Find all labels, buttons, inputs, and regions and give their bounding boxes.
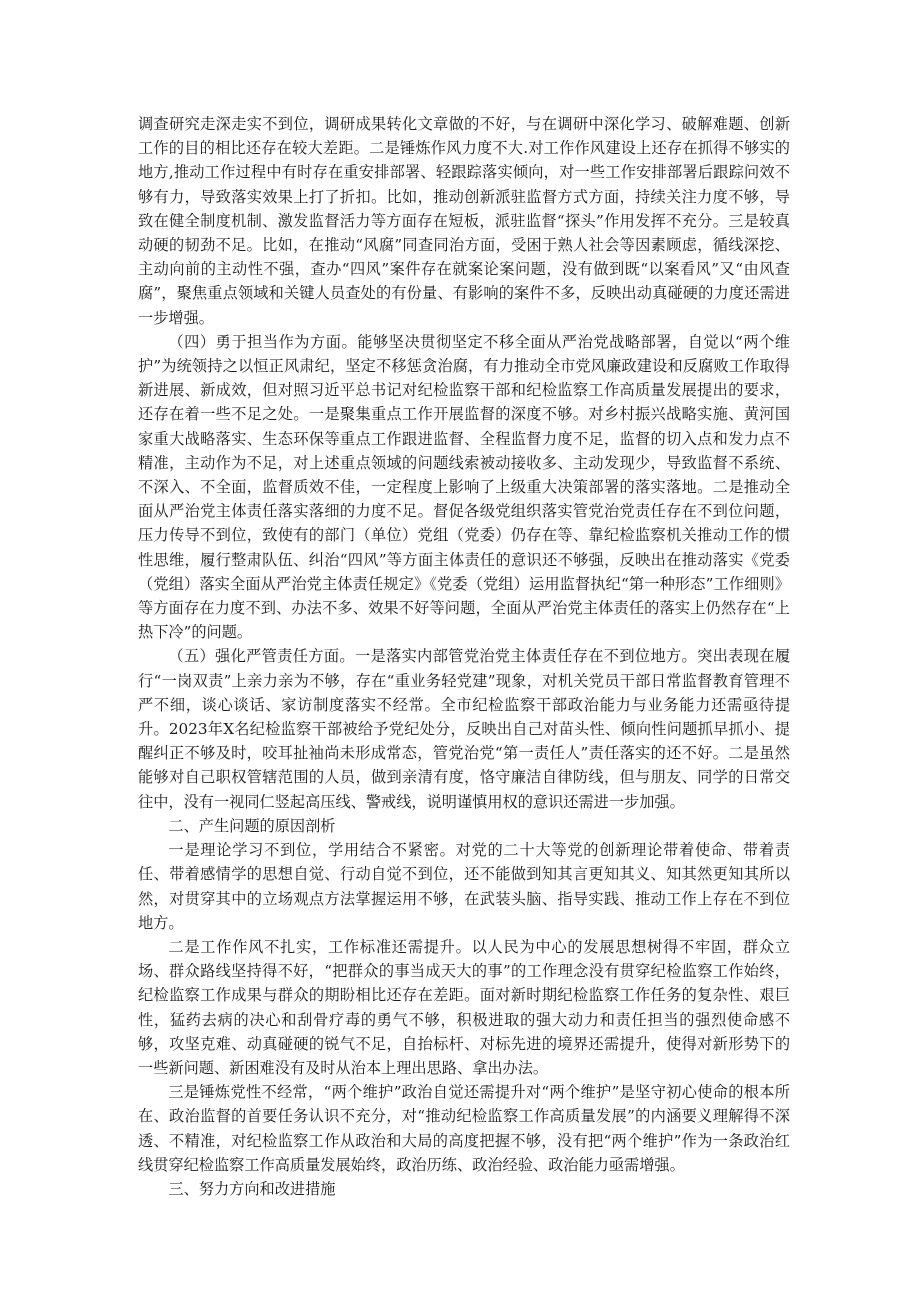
paragraph-continuation: 调查研究走深走实不到位，调研成果转化文章做的不好，与在调研中深化学习、破解难题、创新工作的目的相比还存在较大差距。二是锤炼作风力度不大.对工作作风建设上还存在抓得不够实的地方,推动工作过程中有时存在重安排部署、轻跟踪落实倾向，对一些工作安排部署后跟踪问效不够有力，导致落实效果上打了折扣。比如，推动创新派驻监督方式方面，持续关注力度不够，导致在健全制度机制、激发监督活力等方面存在短板，派驻监督“探头”作用发挥不充分。三是较真动硬的韧劲不足。比如，在推动“风腐”同查同治方面，受困于熟人社会等因素顾虑，循线深挖、主动向前的主动性不强，查办“四风”案件存在就案论案问题，没有做到既“以案看风”又“由风查腐”，聚焦重点领域和关键人员查处的有份量、有影响的案件不多，反映出动真碰硬的力度还需进一步增强。 [138,115,790,327]
heading-improvement-measures: 三、努力方向和改进措施 [168,1179,336,1198]
paragraph-section-five: （五）强化严管责任方面。一是落实内部管党治党主体责任存在不到位地方。突出表现在履行“一岗双责”上亲力亲为不够，存在“重业务轻党建”现象，对机关党员干部日常监督教育管理不严不细，谈心谈话、家访制度落实不经常。全市纪检监察干部政治能力与业务能力还需亟待提升。2023年X名纪检监察干部被给予党纪处分，反映出自己对苗头性、倾向性问题抓早抓小、提醒纠正不够及时，咬耳扯袖尚未形成常态，管党治党“第一责任人”责任落实的还不好。二是虽然能够对自己职权管辖范围的人员，做到亲清有度，恪守廉洁自律防线，但与朋友、同学的日常交往中，没有一视同仁竖起高压线、警戒线，说明谨慎用权的意识还需进一步加强。 [138,647,790,811]
paragraph-cause-two: 二是工作作风不扎实，工作标准还需提升。以人民为中心的发展思想树得不牢固，群众立场、群众路线坚持得不好，“把群众的事当成天大的事”的工作理念没有贯穿纪检监察工作始终，纪检监察工作成果与群众的期盼相比还存在差距。面对新时期纪检监察工作任务的复杂性、艰巨性，猛药去病的决心和刮骨疗毒的勇气不够，积极进取的强大动力和责任担当的强烈使命感不够，攻坚克难、动真碰硬的锐气不足，自抬标杆、对标先进的境界还需提升，使得对新形势下的一些新问题、新困难没有及时从治本上理出思路、拿出办法。 [138,937,790,1077]
paragraph-cause-one: 一是理论学习不到位，学用结合不紧密。对党的二十大等党的创新理论带着使命、带着责任、带着感情学的思想自觉、行动自觉不到位，还不能做到知其言更知其义、知其然更知其所以然，对贯穿其中的立场观点方法掌握运用不够，在武装头脑、指导实践、推动工作上存在不到位地方。 [138,841,790,932]
heading-cause-analysis: 二、产生问题的原因剖析 [168,816,336,835]
document-body [138,112,790,1201]
paragraph-cause-three: 三是锤炼党性不经常，“两个维护”政治自觉还需提升对“两个维护”是坚守初心使命的根本所在、政治监督的首要任务认识不充分，对“推动纪检监察工作高质量发展”的内涵要义理解得不深透、不精准，对纪检监察工作从政治和大局的高度把握不够，没有把“两个维护”作为一条政治红线贯穿纪检监察工作高质量发展始终，政治历练、政治经验、政治能力亟需增强。 [138,1083,790,1174]
paragraph-section-four: （四）勇于担当作为方面。能够坚决贯彻坚定不移全面从严治党战略部署，自觉以“两个维护”为统领持之以恒正风肃纪，坚定不移惩贪治腐，有力推动全市党风廉政建设和反腐败工作取得新进展、新成效，但对照习近平总书记对纪检监察干部和纪检监察工作高质量发展提出的要求，还存在着一些不足之处。一是聚集重点工作开展监督的深度不够。对乡村振兴战略实施、黄河国家重大战略落实、生态环保等重点工作跟进监督、全程监督力度不足，监督的切入点和发力点不精准，主动作为不足，对上述重点领域的问题线索被动接收多、主动发现少，导致监督不系统、不深入、不全面，监督质效不佳，一定程度上影响了上级重大决策部署的落实落地。二是推动全面从严治党主体责任落实落细的力度不足。督促各级党组织落实管党治党责任存在不到位问题，压力传导不到位，致使有的部门（单位）党组（党委）仍存在等、靠纪检监察机关推动工作的惯性思维，履行整肃队伍、纠治“四风”等方面主体责任的意识还不够强，反映出在推动落实《党委（党组）落实全面从严治党主体责任规定》《党委（党组）运用监督执纪“第一种形态”工作细则》等方面存在力度不到、办法不多、效果不好等问题，全面从严治党主体责任的落实上仍然存在“上热下冷”的问题。 [138,332,790,642]
